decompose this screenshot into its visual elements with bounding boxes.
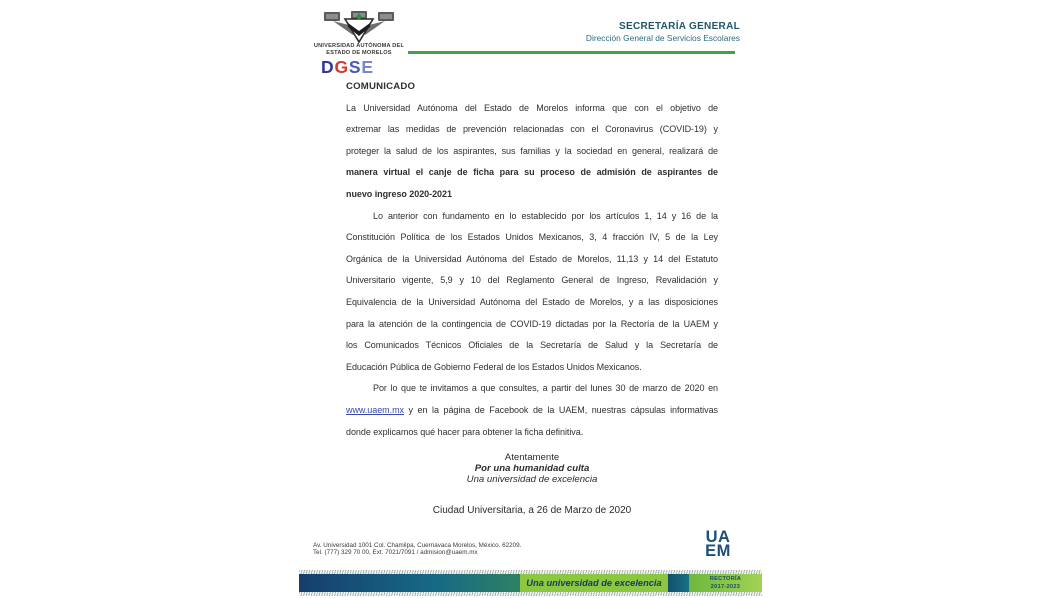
paragraph1-line-bold: nuevo ingreso 2020-2021 [346, 188, 452, 199]
secretaria-block [440, 21, 740, 43]
footer-address-line2: Tel. (777) 329 70 00, Ext. 7021/7091 / admision@uaem.mx [313, 549, 478, 557]
footer-address [313, 542, 521, 557]
banner-bar [299, 574, 762, 592]
paragraph2-line: los Comunicados Técnicos Oficiales de la Secretaría de Salud y la Secretaría de [346, 340, 718, 351]
closing-atentamente: Atentamente [504, 452, 560, 463]
footer-banner [299, 570, 762, 597]
paragraph3-line-with-link [346, 400, 718, 422]
university-crest-logo [323, 11, 395, 43]
paragraph2-line: Lo anterior con fundamento en lo establecido por los artículos 1, 14 y 16 de la [373, 210, 718, 221]
closing-motto: Por una humanidad culta [474, 463, 590, 475]
closing-block [346, 452, 718, 486]
paragraph2-line: Constitución Política de los Estados Unidos Mexicanos, 3, 4 fracción IV, 5 de la Ley [346, 232, 718, 243]
paragraph3-link-line-rest: y en la página de Facebook de la UAEM, nuestras cápsulas informativas [403, 404, 718, 415]
dgse-letter-s: S [348, 57, 362, 77]
crest-caption-line1: UNIVERSIDAD AUTÓNOMA DEL [313, 43, 405, 49]
banner-rectoria-line2: 2017-2023 [710, 583, 741, 590]
paragraph2-line: Educación Pública de Gobierno Federal de los Estados Unidos Mexicanos. [346, 361, 642, 372]
paragraph2-line: Orgánica de la Universidad Autónoma del Estado de Morelos, 11,13 y 14 del Estatuto [346, 253, 718, 264]
banner-rectoria [689, 574, 762, 592]
dateline: Ciudad Universitaria, a 26 de Marzo de 2020 [432, 505, 632, 516]
closing-slogan: Una universidad de excelencia [466, 474, 598, 486]
footer-address-line1: Av. Universidad 1001 Col. Chamilpa, Cuernavaca Morelos, México. 62209. [313, 542, 522, 549]
crest-caption [308, 43, 410, 56]
secretaria-title: SECRETARÍA GENERAL [619, 21, 740, 32]
paragraph3-line: Por lo que te invitamos a que consultes, a partir del lunes 30 de marzo de 2020 en [373, 383, 718, 394]
paragraph1-line-bold: manera virtual el canje de ficha para su proceso de admisión de aspirantes de [346, 167, 718, 178]
paragraph2-line: para la atención de la contingencia de COVID-19 dictadas por la Rectoría de la UAEM y [346, 318, 718, 329]
document-body [346, 76, 718, 443]
paragraph3-line: donde explicamos qué hacer para obtener la ficha definitiva. [346, 426, 584, 437]
banner-divider [668, 574, 689, 592]
banner-hatch-bottom [299, 592, 762, 596]
paragraph1-line: proteger la salud de los aspirantes, sus familias y la sociedad en general, realizará de [346, 145, 718, 156]
document-title: COMUNICADO [346, 81, 416, 92]
dgse-letter-e: E [361, 57, 374, 77]
banner-rectoria-line1: RECTORÍA [709, 576, 742, 582]
paragraph2-line: Equivalencia de la Universidad Autónoma del Estado de Morelos, y a las disposiciones [346, 296, 718, 307]
paragraph2-line: Universitario vigente, 5,9 y 10 del Reglamento General de Ingreso, Revalidación y [346, 275, 718, 286]
uaem-logo-line2: EM [705, 542, 731, 560]
uaem-logo-line1: UA [705, 528, 731, 546]
uaem-logo [695, 530, 741, 558]
secretaria-subtitle: Dirección General de Servicios Escolares [585, 33, 740, 43]
crest-caption-line2: ESTADO DE MORELOS [326, 49, 392, 56]
dgse-logo [321, 57, 374, 78]
banner-slogan: Una universidad de excelencia [520, 574, 668, 592]
dgse-letter-d: D [321, 57, 335, 77]
paragraph1-line: La Universidad Autónoma del Estado de Morelos informa que con el objetivo de [346, 102, 718, 113]
dgse-letter-g: G [334, 57, 349, 77]
paragraph1-line: extremar las medidas de prevención relacionadas con el Coronavirus (COVID-19) y [346, 124, 718, 135]
header-rule [408, 51, 735, 54]
uaem-website-link[interactable]: www.uaem.mx [346, 404, 404, 415]
